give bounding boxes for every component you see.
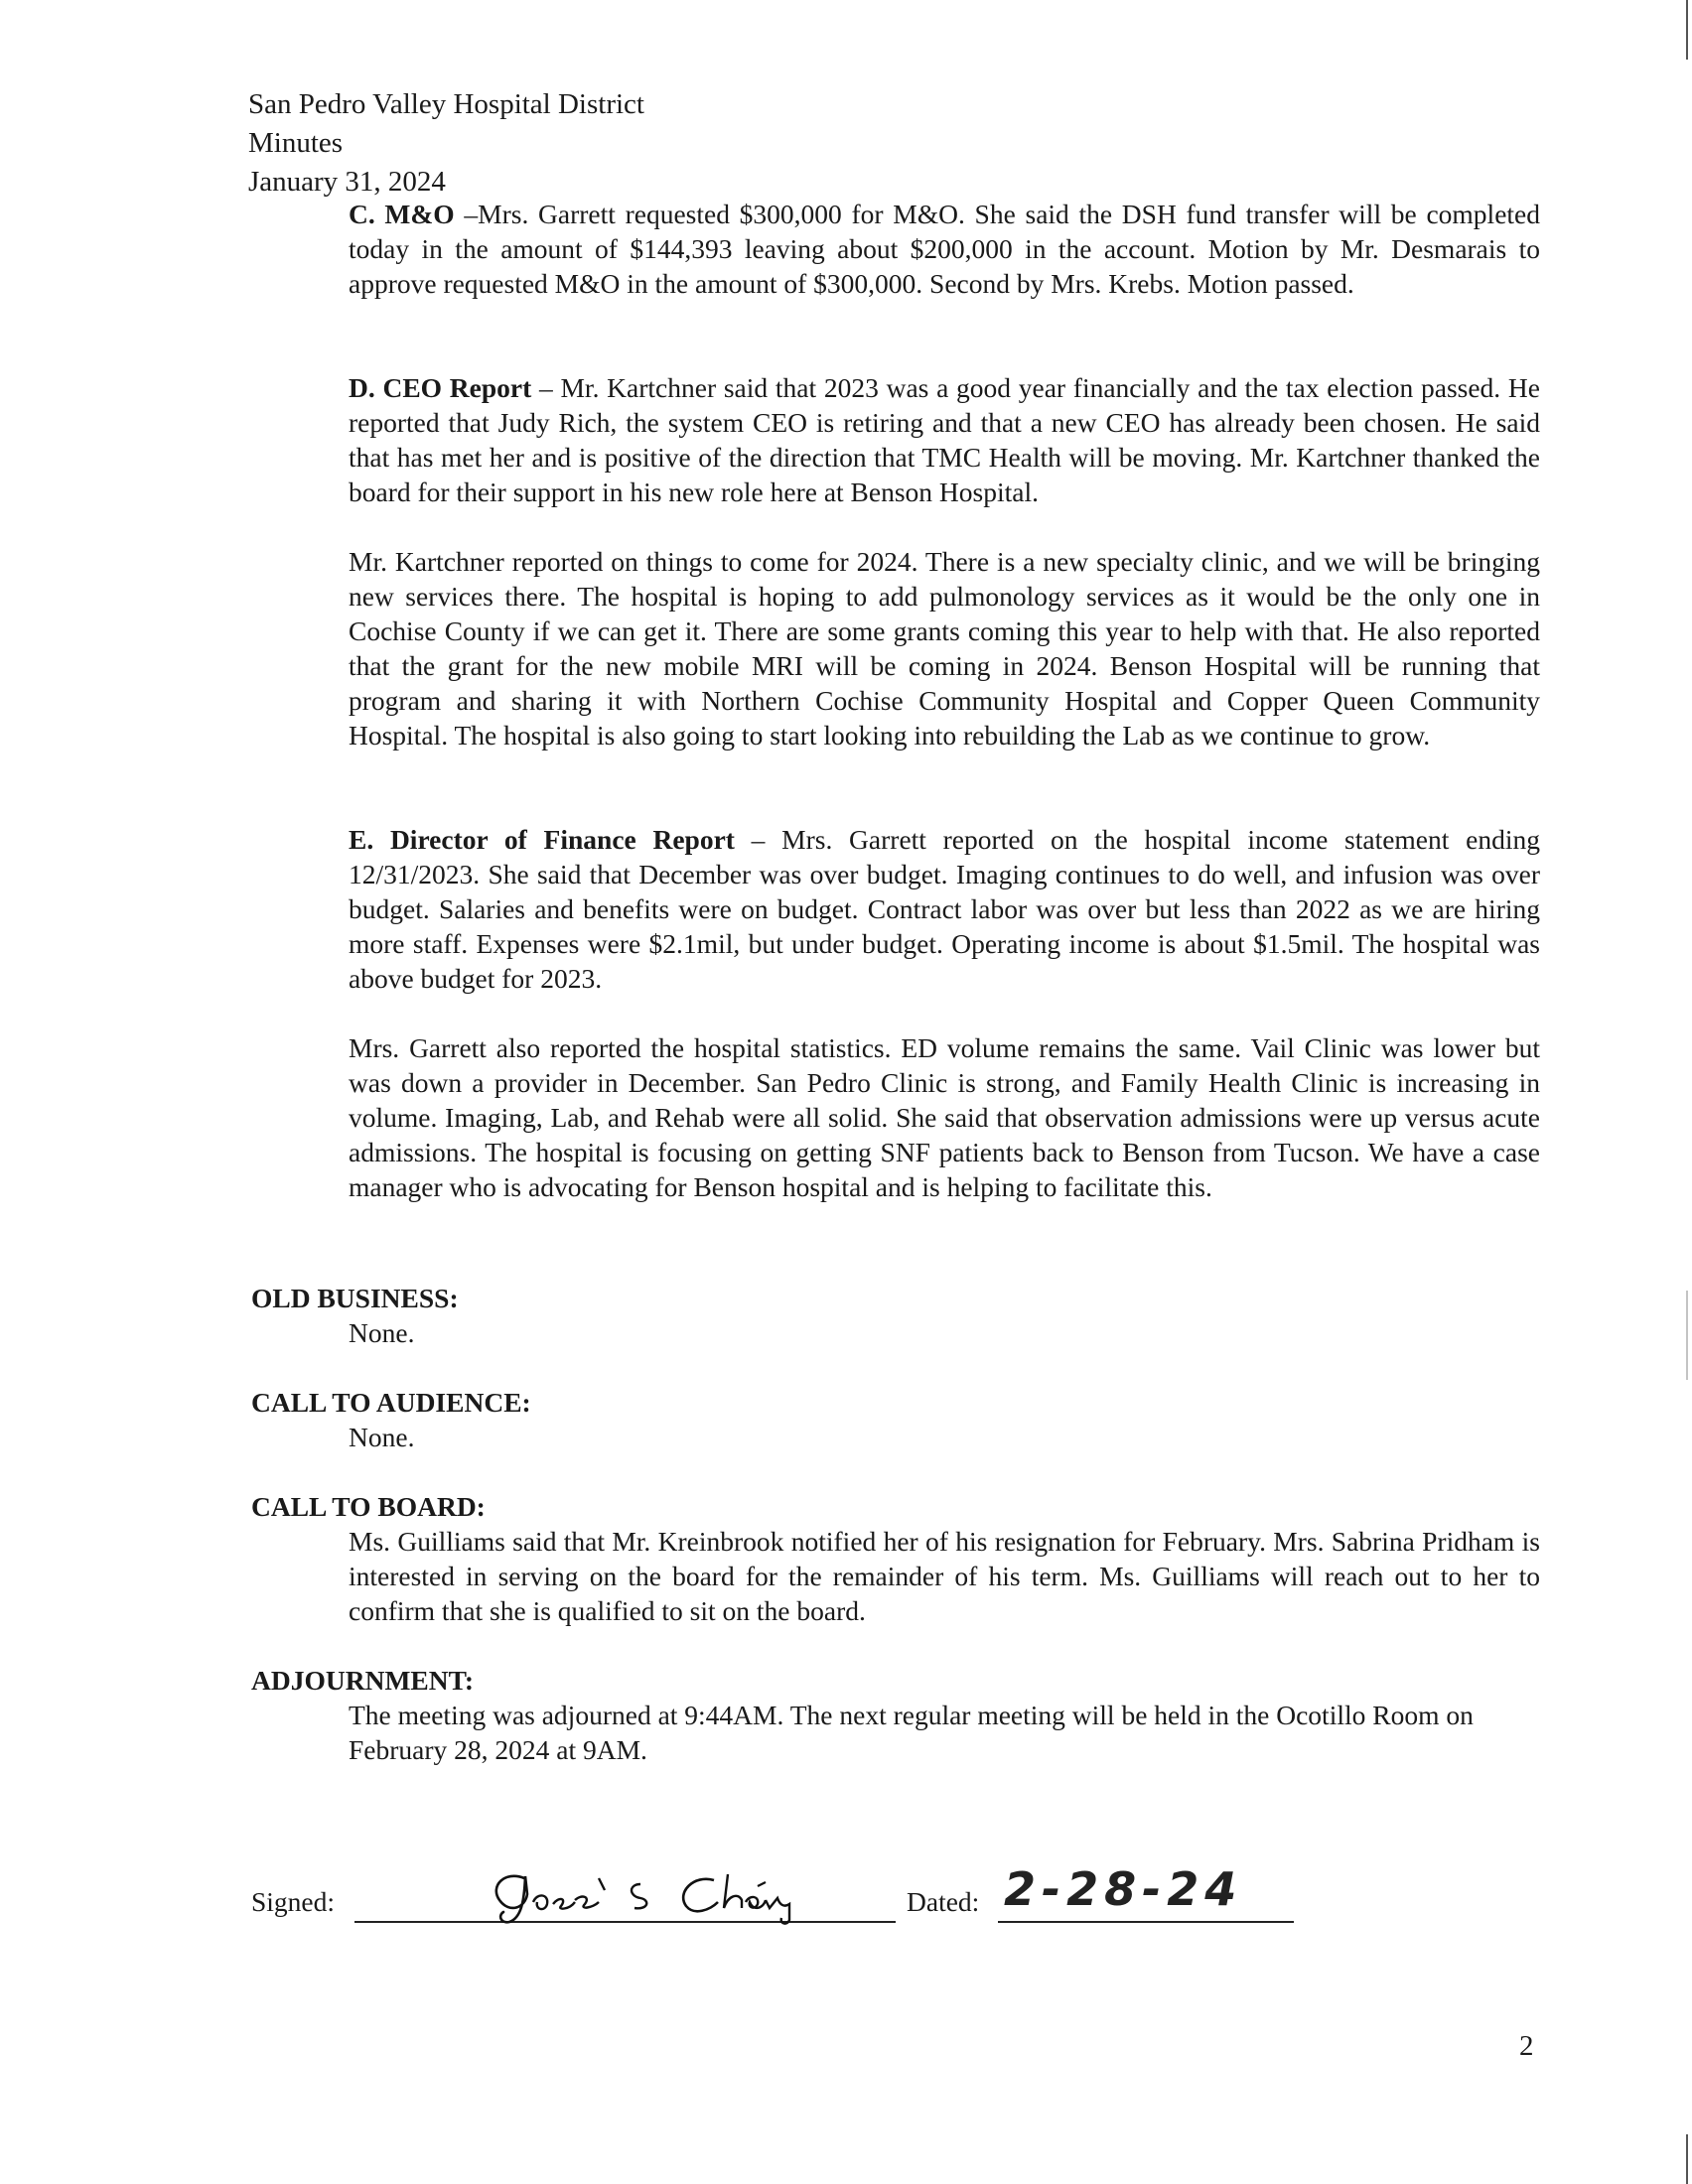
dated-label: Dated: xyxy=(907,1886,980,1917)
section-finance-statistics: Mrs. Garrett also reported the hospital statistics. ED volume remains the same. Vail Clinic was lower but was down a provider in December. San Pedro Clinic is strong, and Family Health Clinic is increasing in volume. Imaging, Lab, and Rehab were all solid. She said that observation admissions were up versus acute admissions. The hospital is focusing on getting SNF patients back to Benson from Tucson. We have a case manager who is advocating for Benson hospital and is helping to facilitate this. xyxy=(349,1032,1540,1202)
call-to-audience-heading: CALL TO AUDIENCE: xyxy=(251,1387,531,1418)
section-mo-text: –Mrs. Garrett requested $300,000 for M&O. She said the DSH fund transfer will be completed today in the amount of $144,393 leaving about $200,000 in the account. Motion by Mr. Desmarais to approve requested M&O in the amount of $300,000. Second by Mrs. Krebs. Motion passed. xyxy=(349,199,1540,299)
organization-name: San Pedro Valley Hospital District xyxy=(248,88,644,120)
scan-edge-mark-bottom xyxy=(1686,2134,1688,2184)
document-type: Minutes xyxy=(248,127,344,159)
section-finance-text: – Mrs. Garrett reported on the hospital income statement ending 12/31/2023. She said that December was over budget. Imaging continues to do well, and infusion was over budget. Salaries and benefits were on budget. Contract labor was over but less than 2022 as we are hiring more staff. Expenses were $2.1mil, but under budget. Operating income is about $1.5mil. The hospital was above budget for 2023. xyxy=(349,824,1540,994)
section-mo-label: C. M&O xyxy=(349,199,455,229)
section-finance-report xyxy=(349,822,1540,996)
handwritten-signature xyxy=(430,1856,966,1926)
call-to-board-heading: CALL TO BOARD: xyxy=(251,1491,486,1522)
old-business-text: None. xyxy=(349,1317,415,1348)
scan-edge-mark-mid xyxy=(1686,1291,1688,1380)
meeting-date: January 31, 2024 xyxy=(248,166,446,198)
page-number: 2 xyxy=(1519,2030,1534,2062)
adjournment-text: The meeting was adjourned at 9:44AM. The next regular meeting will be held in the Ocotillo Room on February 28, 2024 at 9AM. xyxy=(349,1700,1474,1765)
section-ceo-report xyxy=(349,370,1540,509)
scan-edge-mark-top xyxy=(1686,0,1688,60)
section-ceo-label: D. CEO Report xyxy=(349,372,532,403)
section-finance-label: E. Director of Finance Report xyxy=(349,824,735,855)
document-header xyxy=(248,85,644,202)
adjournment-heading: ADJOURNMENT: xyxy=(251,1665,475,1696)
dated-value: 2-28-24 xyxy=(1004,1862,1243,1916)
section-mo xyxy=(349,197,1540,301)
call-to-audience-text: None. xyxy=(349,1422,415,1452)
section-ceo-text: – Mr. Kartchner said that 2023 was a good year financially and the tax election passed. He reported that Judy Rich, the system CEO is retiring and that a new CEO has already been chosen. He said that has met her and is positive of the direction that TMC Health will be moving. Mr. Kartchner thanked the board for their support in his new role here at Benson Hospital. xyxy=(349,372,1540,507)
old-business-heading: OLD BUSINESS: xyxy=(251,1283,459,1313)
dated-line xyxy=(998,1921,1294,1923)
section-ceo-report-continued: Mr. Kartchner reported on things to come for 2024. There is a new specialty clinic, and we will be bringing new services there. The hospital is hoping to add pulmonology services as it would be the only one in Cochise County if we can get it. There are some grants coming this year to help with that. He also reported that the grant for the new mobile MRI will be coming in 2024. Benson Hospital will be running that program and sharing it with Northern Cochise Community Hospital and Copper Queen Community Hospital. The hospital is also going to start looking into rebuilding the Lab as we continue to grow. xyxy=(349,546,1540,751)
call-to-board-text: Ms. Guilliams said that Mr. Kreinbrook notified her of his resignation for February. Mrs. Sabrina Pridham is interested in serving on the board for the remainder of his term. Ms. Guilliams will reach out to her to confirm that she is qualified to sit on the board. xyxy=(349,1526,1540,1626)
signed-label: Signed: xyxy=(251,1886,336,1917)
